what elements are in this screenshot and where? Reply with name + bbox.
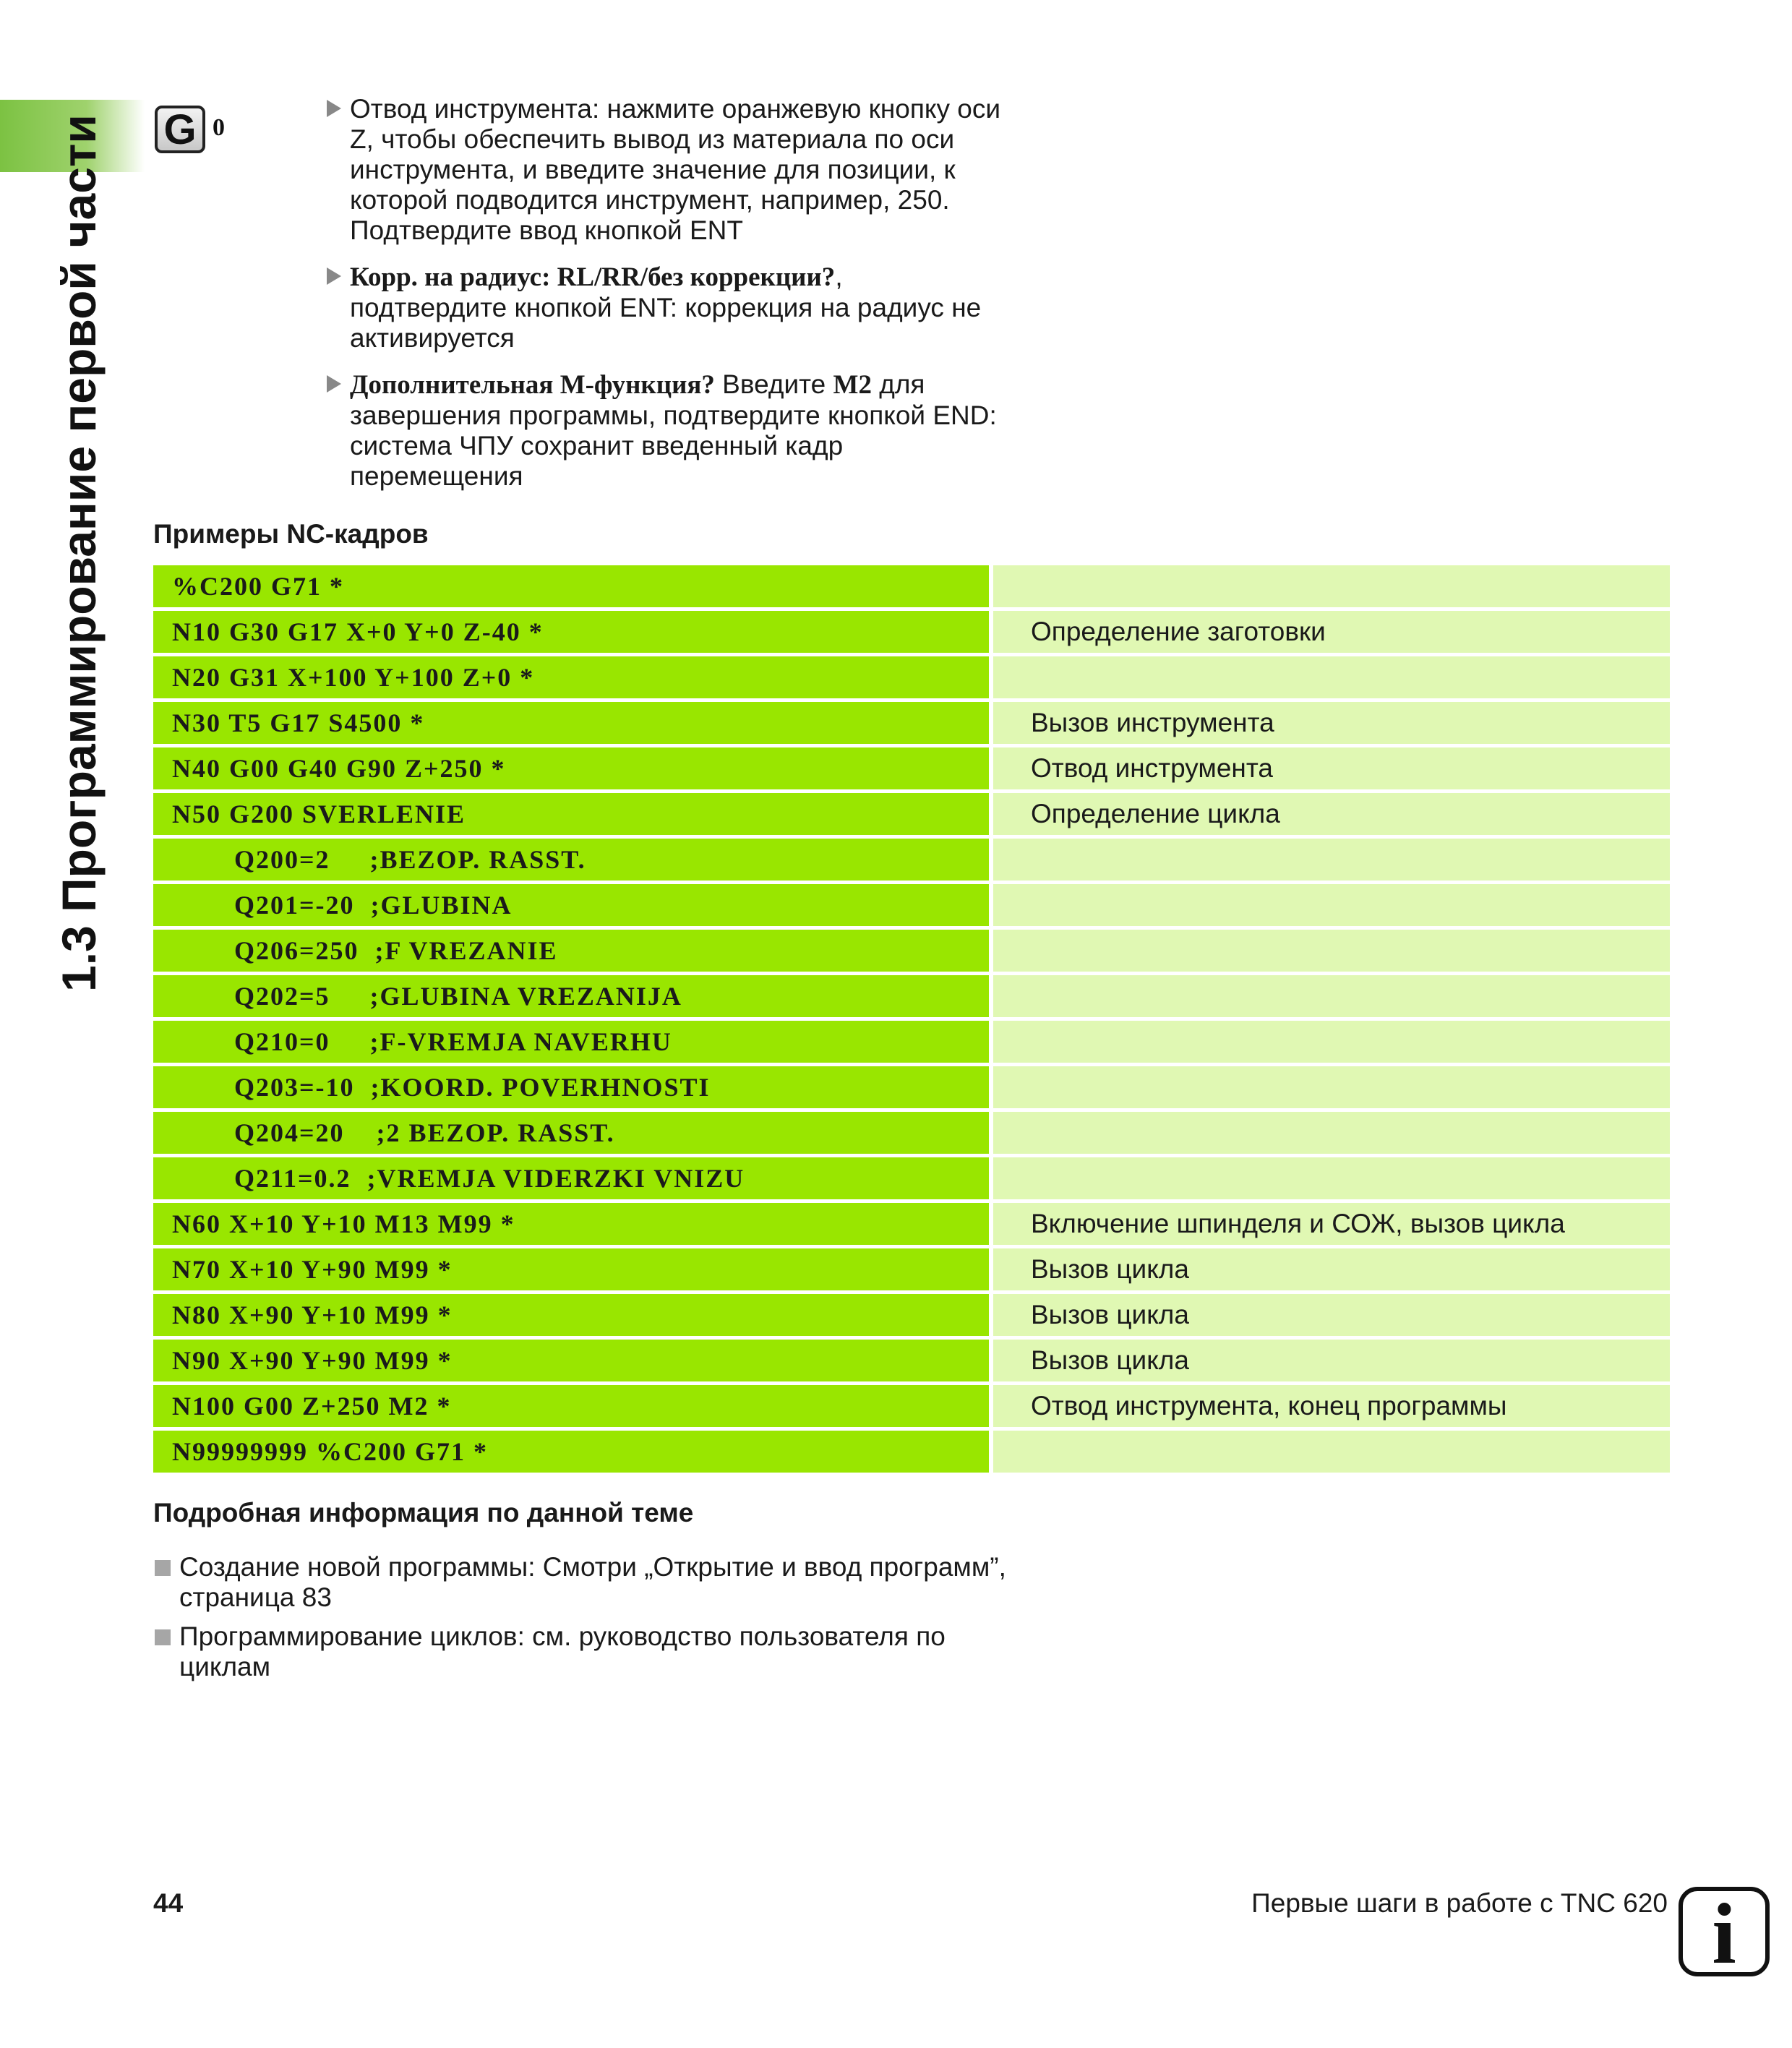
table-row: [153, 1021, 1670, 1063]
nc-code-cell: Q203=-10 ;KOORD. POVERHNOSTI: [153, 1066, 989, 1108]
table-row: [153, 1294, 1670, 1336]
step-radius-comp: [324, 262, 1003, 354]
nc-code-cell: Q210=0 ;F-VREMJA NAVERHU: [153, 1021, 989, 1063]
nc-code-cell: N90 X+90 Y+90 M99 *: [153, 1340, 989, 1381]
nc-code-cell: N40 G00 G40 G90 Z+250 *: [153, 747, 989, 789]
step-text: Введите: [714, 369, 833, 399]
nc-comment-cell: [993, 565, 1670, 607]
nc-comment-cell: Вызов цикла: [993, 1294, 1670, 1336]
nc-comment-cell: Вызов цикла: [993, 1340, 1670, 1381]
nc-code-cell: Q200=2 ;BEZOP. RASST.: [153, 839, 989, 881]
table-row: [153, 839, 1670, 881]
nc-code-cell: Q201=-20 ;GLUBINA: [153, 884, 989, 926]
table-row: [153, 565, 1670, 607]
nc-comment-cell: Отвод инструмента: [993, 747, 1670, 789]
nc-comment-cell: [993, 1431, 1670, 1473]
nc-code-cell: N100 G00 Z+250 M2 *: [153, 1385, 989, 1427]
table-row: [153, 1112, 1670, 1154]
nc-code-cell: Q211=0.2 ;VREMJA VIDERZKI VNIZU: [153, 1157, 989, 1199]
nc-code-cell: Q206=250 ;F VREZANIE: [153, 930, 989, 972]
table-row: [153, 1203, 1670, 1245]
examples-heading: Примеры NC-кадров: [153, 519, 429, 549]
table-row: [153, 793, 1670, 835]
g-key-subscript: 0: [213, 114, 225, 141]
table-row: [153, 1248, 1670, 1290]
nc-code-cell: N20 G31 X+100 Y+100 Z+0 *: [153, 656, 989, 698]
m-code: M2: [833, 370, 872, 400]
arrow-icon: [327, 375, 341, 393]
bullet-square-icon: [155, 1629, 171, 1645]
table-row: [153, 884, 1670, 926]
table-row: [153, 1431, 1670, 1473]
footer-title: Первые шаги в работе с TNC 620: [1251, 1888, 1668, 1918]
nc-code-cell: N99999999 %C200 G71 *: [153, 1431, 989, 1473]
bullet-square-icon: [155, 1560, 171, 1576]
dialog-prompt: Корр. на радиус: RL/RR/без коррекции?: [350, 262, 836, 292]
table-row: [153, 1340, 1670, 1381]
table-row: [153, 747, 1670, 789]
step-text: , подтвердите кнопкой ENT: коррекция на радиус не активируется: [350, 262, 982, 353]
list-item-text: Создание новой программы: Смотри „Открытие и ввод программ”, страница 83: [179, 1552, 1006, 1612]
nc-comment-cell: Отвод инструмента, конец программы: [993, 1385, 1670, 1427]
nc-comment-cell: [993, 839, 1670, 881]
table-row: [153, 930, 1670, 972]
more-info-heading: Подробная информация по данной теме: [153, 1498, 694, 1528]
nc-blocks-table: [153, 565, 1670, 1476]
step-retract: [324, 94, 1003, 246]
step-m-function: [324, 369, 1003, 492]
step-text: для завершения программы, подтвердите кнопкой END: система ЧПУ сохранит введенный кадр перемещения: [350, 369, 997, 491]
more-info-list: [153, 1552, 1021, 1691]
list-item: [153, 1552, 1021, 1613]
nc-comment-cell: [993, 1157, 1670, 1199]
nc-comment-cell: Вызов цикла: [993, 1248, 1670, 1290]
nc-code-cell: N50 G200 SVERLENIE: [153, 793, 989, 835]
nc-comment-cell: Включение шпинделя и СОЖ, вызов цикла: [993, 1203, 1670, 1245]
nc-code-cell: N60 X+10 Y+10 M13 M99 *: [153, 1203, 989, 1245]
nc-comment-cell: [993, 1021, 1670, 1063]
table-row: [153, 702, 1670, 744]
nc-comment-cell: [993, 656, 1670, 698]
arrow-icon: [327, 267, 341, 285]
step-text: Отвод инструмента: нажмите оранжевую кнопку оси Z, чтобы обеспечить вывод из материала по оси инструмента, и введите значение для позиции, к которой подводится инструмент, например, 250. Подтвердите ввод кнопкой ENT: [350, 94, 1000, 245]
nc-comment-cell: [993, 884, 1670, 926]
nc-comment-cell: [993, 975, 1670, 1017]
nc-code-cell: N10 G30 G17 X+0 Y+0 Z-40 *: [153, 611, 989, 653]
nc-code-cell: Q204=20 ;2 BEZOP. RASST.: [153, 1112, 989, 1154]
nc-comment-cell: Вызов инструмента: [993, 702, 1670, 744]
nc-code-cell: Q202=5 ;GLUBINA VREZANIJA: [153, 975, 989, 1017]
nc-comment-cell: [993, 1066, 1670, 1108]
table-row: [153, 1157, 1670, 1199]
table-row: [153, 656, 1670, 698]
instruction-steps: [324, 94, 1003, 507]
info-icon: i: [1679, 1887, 1770, 1976]
table-row: [153, 611, 1670, 653]
dialog-prompt: Дополнительная M-функция?: [350, 370, 715, 400]
arrow-icon: [327, 100, 341, 117]
table-row: [153, 975, 1670, 1017]
nc-code-cell: N80 X+90 Y+10 M99 *: [153, 1294, 989, 1336]
nc-comment-cell: Определение заготовки: [993, 611, 1670, 653]
nc-comment-cell: [993, 1112, 1670, 1154]
g-key-icon: G: [155, 106, 205, 153]
table-row: [153, 1066, 1670, 1108]
nc-code-cell: N70 X+10 Y+90 M99 *: [153, 1248, 989, 1290]
nc-comment-cell: [993, 930, 1670, 972]
list-item: [153, 1621, 1021, 1682]
nc-code-cell: %C200 G71 *: [153, 565, 989, 607]
page-number: 44: [153, 1888, 184, 1918]
table-row: [153, 1385, 1670, 1427]
nc-code-cell: N30 T5 G17 S4500 *: [153, 702, 989, 744]
chapter-title: 1.3 Программирование первой части: [52, 114, 106, 992]
nc-comment-cell: Определение цикла: [993, 793, 1670, 835]
list-item-text: Программирование циклов: см. руководство пользователя по циклам: [179, 1621, 946, 1681]
